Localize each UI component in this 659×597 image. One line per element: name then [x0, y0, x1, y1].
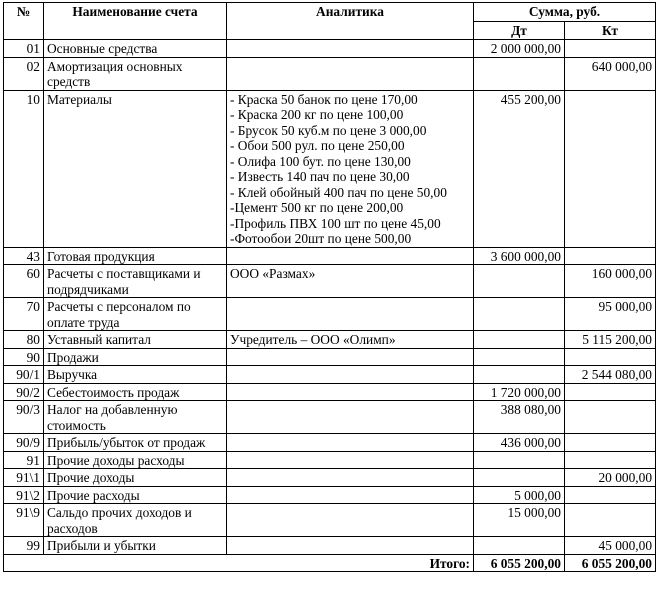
analytics-line: - Известь 140 пач по цене 30,00	[230, 169, 410, 184]
table-row	[4, 366, 656, 384]
header-account-name: Наименование счета	[44, 3, 227, 40]
account-name: Уставный капитал	[44, 331, 227, 349]
analytics-line: Учредитель – ООО «Олимп»	[230, 332, 396, 347]
amount-credit: 160 000,00	[565, 265, 656, 298]
account-code: 90/9	[4, 434, 44, 452]
amount-credit: 45 000,00	[565, 537, 656, 555]
account-code: 60	[4, 265, 44, 298]
account-analytics	[227, 90, 474, 247]
header-num: №	[4, 3, 44, 40]
account-name: Прибыль/убыток от продаж	[44, 434, 227, 452]
account-name: Расчеты с персоналом по оплате труда	[44, 298, 227, 331]
amount-credit	[565, 348, 656, 366]
table-row	[4, 451, 656, 469]
account-code: 10	[4, 90, 44, 247]
account-code: 80	[4, 331, 44, 349]
header-sum: Сумма, руб.	[474, 3, 656, 22]
amount-credit: 640 000,00	[565, 57, 656, 90]
amount-debit: 3 600 000,00	[474, 247, 565, 265]
amount-debit: 388 080,00	[474, 401, 565, 434]
header-row-top	[4, 3, 656, 22]
amount-debit	[474, 469, 565, 487]
analytics-line: - Олифа 100 бут. по цене 130,00	[230, 153, 411, 169]
table-row	[4, 383, 656, 401]
account-analytics	[227, 265, 474, 298]
amount-debit: 2 000 000,00	[474, 40, 565, 58]
amount-credit	[565, 434, 656, 452]
amount-debit	[474, 57, 565, 90]
amount-credit	[565, 247, 656, 265]
account-name: Сальдо прочих доходов и расходов	[44, 504, 227, 537]
amount-credit: 2 544 080,00	[565, 366, 656, 384]
account-name: Основные средства	[44, 40, 227, 58]
account-analytics	[227, 486, 474, 504]
amount-debit	[474, 265, 565, 298]
analytics-line: -Фотообои 20шт по цене 500,00	[230, 231, 412, 246]
analytics-line: - Клей обойный 400 пач по цене 50,00	[230, 184, 447, 200]
account-name: Выручка	[44, 366, 227, 384]
amount-credit	[565, 486, 656, 504]
amount-debit: 15 000,00	[474, 504, 565, 537]
table-row	[4, 469, 656, 487]
account-analytics	[227, 451, 474, 469]
analytics-line: - Краска 200 кг по цене 100,00	[230, 107, 404, 122]
account-code: 91\1	[4, 469, 44, 487]
table-row	[4, 401, 656, 434]
account-name: Амортизация основных средств	[44, 57, 227, 90]
account-analytics	[227, 383, 474, 401]
account-code: 90/1	[4, 366, 44, 384]
amount-credit	[565, 40, 656, 58]
account-code: 90	[4, 348, 44, 366]
header-analytics: Аналитика	[227, 3, 474, 40]
table-row	[4, 331, 656, 349]
table-row	[4, 537, 656, 555]
account-code: 01	[4, 40, 44, 58]
amount-debit	[474, 331, 565, 349]
trial-balance-table	[3, 2, 656, 572]
total-debit: 6 055 200,00	[474, 554, 565, 572]
account-analytics	[227, 504, 474, 537]
account-name: Готовая продукция	[44, 247, 227, 265]
table-row	[4, 40, 656, 58]
account-name: Прочие доходы	[44, 469, 227, 487]
account-name: Материалы	[44, 90, 227, 247]
analytics-line: -Профиль ПВХ 100 шт по цене 45,00	[230, 215, 441, 231]
account-name: Налог на добавленную стоимость	[44, 401, 227, 434]
amount-credit	[565, 401, 656, 434]
table-row	[4, 90, 656, 247]
account-analytics	[227, 57, 474, 90]
amount-credit: 20 000,00	[565, 469, 656, 487]
amount-debit	[474, 348, 565, 366]
amount-debit: 5 000,00	[474, 486, 565, 504]
account-name: Прочие доходы расходы	[44, 451, 227, 469]
amount-debit: 455 200,00	[474, 90, 565, 247]
account-name: Расчеты с поставщиками и подрядчиками	[44, 265, 227, 298]
header-credit: Кт	[565, 21, 656, 40]
account-code: 90/3	[4, 401, 44, 434]
table-row	[4, 504, 656, 537]
total-credit: 6 055 200,00	[565, 554, 656, 572]
account-name: Прибыли и убытки	[44, 537, 227, 555]
account-analytics	[227, 247, 474, 265]
amount-credit: 95 000,00	[565, 298, 656, 331]
account-analytics	[227, 348, 474, 366]
account-analytics	[227, 366, 474, 384]
table-row	[4, 265, 656, 298]
table-row	[4, 348, 656, 366]
account-code: 90/2	[4, 383, 44, 401]
account-analytics	[227, 469, 474, 487]
table-row	[4, 57, 656, 90]
table-row	[4, 486, 656, 504]
account-name: Продажи	[44, 348, 227, 366]
table-body	[4, 40, 656, 555]
amount-credit	[565, 451, 656, 469]
amount-credit	[565, 383, 656, 401]
account-code: 91\2	[4, 486, 44, 504]
table-row	[4, 247, 656, 265]
table-row	[4, 298, 656, 331]
total-label: Итого:	[227, 554, 474, 572]
total-blank-cell	[4, 554, 44, 572]
amount-credit	[565, 504, 656, 537]
analytics-line: - Брусок 50 куб.м по цене 3 000,00	[230, 122, 427, 138]
account-name: Прочие расходы	[44, 486, 227, 504]
account-analytics	[227, 331, 474, 349]
total-blank-cell	[44, 554, 227, 572]
amount-debit	[474, 537, 565, 555]
account-analytics	[227, 537, 474, 555]
amount-debit: 1 720 000,00	[474, 383, 565, 401]
account-code: 02	[4, 57, 44, 90]
header-debit: Дт	[474, 21, 565, 40]
account-analytics	[227, 401, 474, 434]
amount-debit	[474, 366, 565, 384]
amount-debit: 436 000,00	[474, 434, 565, 452]
amount-credit	[565, 90, 656, 247]
account-analytics	[227, 298, 474, 331]
amount-debit	[474, 298, 565, 331]
account-name: Себестоимость продаж	[44, 383, 227, 401]
table-row	[4, 434, 656, 452]
account-code: 91\9	[4, 504, 44, 537]
account-analytics	[227, 40, 474, 58]
analytics-line: - Краска 50 банок по цене 170,00	[230, 91, 418, 107]
amount-credit: 5 115 200,00	[565, 331, 656, 349]
amount-debit	[474, 451, 565, 469]
account-code: 91	[4, 451, 44, 469]
analytics-line: -Цемент 500 кг по цене 200,00	[230, 200, 404, 215]
analytics-line: - Обои 500 рул. по цене 250,00	[230, 138, 405, 153]
account-code: 70	[4, 298, 44, 331]
analytics-line: ООО «Размах»	[230, 266, 316, 281]
account-analytics	[227, 434, 474, 452]
total-row	[4, 554, 656, 572]
account-code: 99	[4, 537, 44, 555]
account-code: 43	[4, 247, 44, 265]
